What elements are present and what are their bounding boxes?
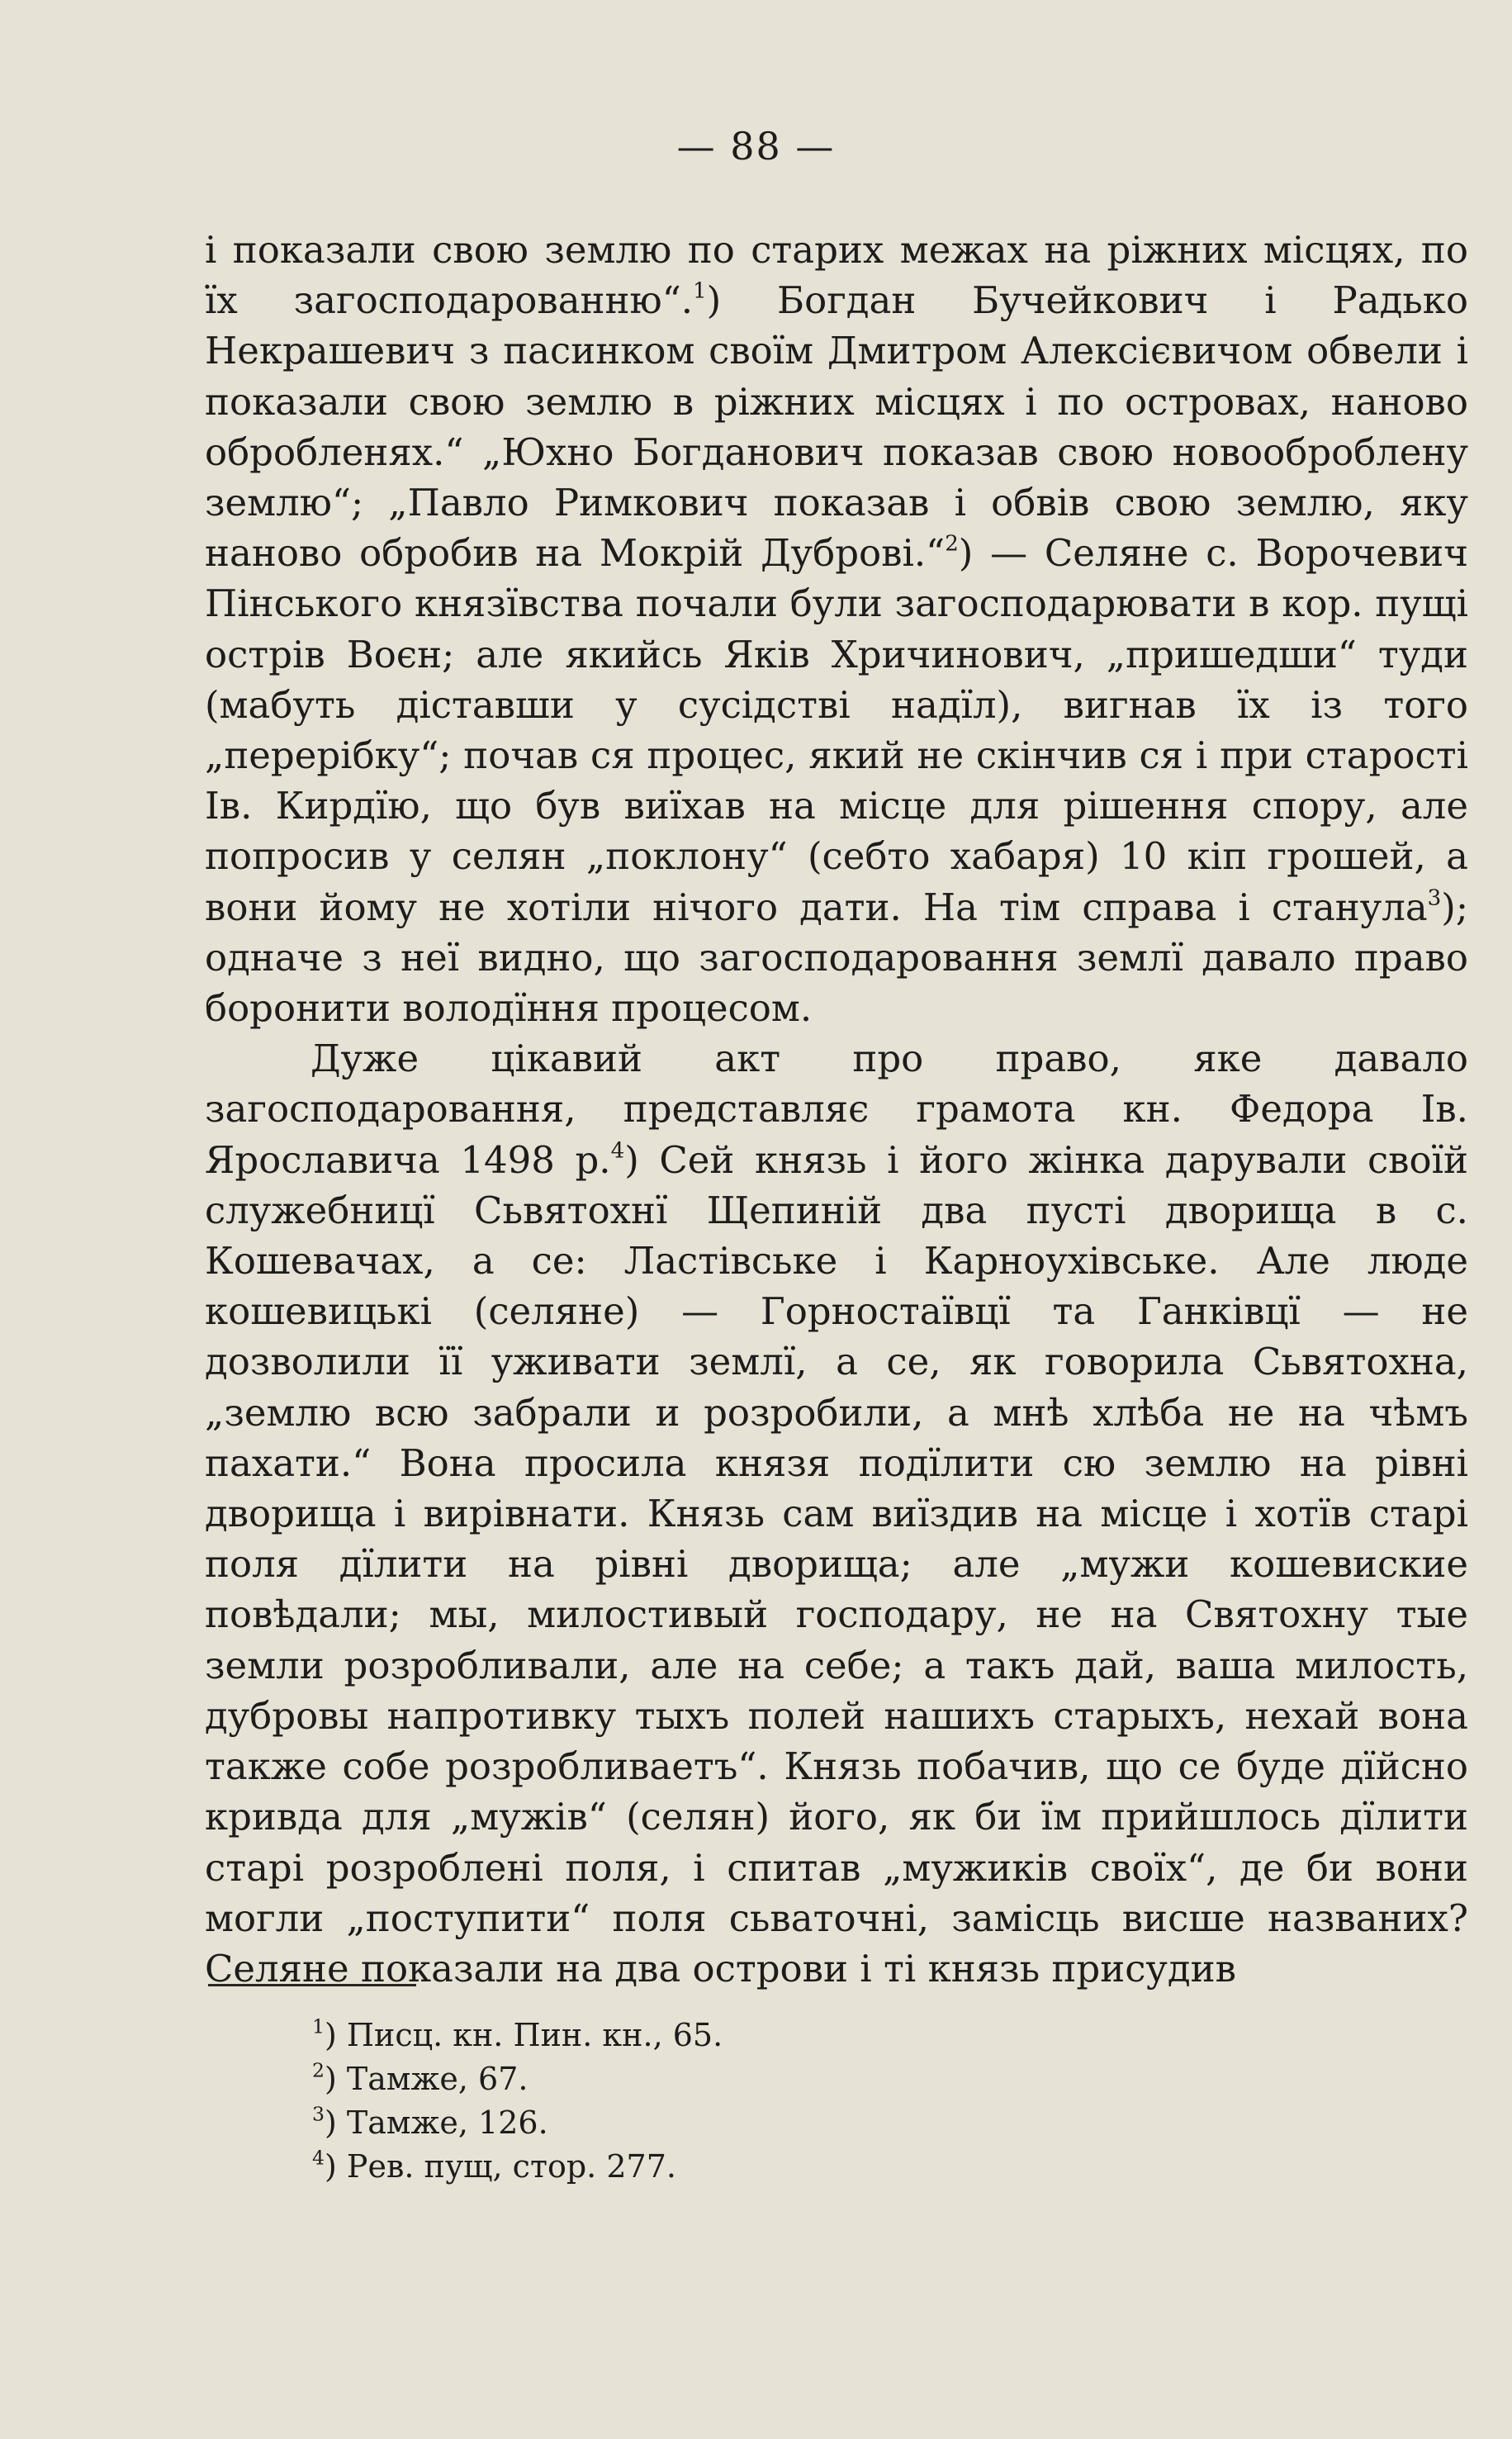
paragraph-1-text-4: ); одначе з неї видно, що загосподаровання землї давало право боронити володїння процесом.	[205, 885, 1468, 1031]
footnote-ref-1: 1	[693, 278, 707, 304]
paragraph-2-text-1: Дуже цікавий акт про право, яке давало загосподаровання, представляє грамота кн. Федора Ів. Ярославича 1498 р.	[205, 1037, 1468, 1182]
footnote-text: ) Рев. пущ, стор. 277.	[324, 2148, 676, 2185]
paragraph-2	[205, 1033, 1468, 1994]
footnote-1	[312, 2014, 1303, 2057]
paragraph-1	[205, 225, 1468, 1033]
footnotes	[312, 2014, 1303, 2189]
footnote-text: ) Тамже, 67.	[324, 2061, 528, 2097]
paragraph-2-text-2: ) Сей князь і його жінка дарували своїй служебницї Сьвятохнї Щепиній два пусті дворища в с. Кошевачах, а се: Ластівське і Карноухівське. Але люде кошевицькі (селяне) — Горностаївцї та Ганківцї — не дозволили її уживати землї, а се, як говорила Сьвятохна, „землю всю забрали и розробили, а мнѣ хлѣба не на чѣмъ пахати.“ Вона просила князя подїлити сю землю на рівні дворища і вирівнати. Князь сам виїздив на місце і хотїв старі поля дїлити на рівні дворища; але „мужи кошевиские повѣдали; мы, милостивый господару, не на Святохну тые земли розробливали, але на себе; а такъ дай, ваша милость, дубровы напротивку тыхъ полей нашихъ старыхъ, нехай вона также собе розробливаетъ“. Князь побачив, що се буде дїйсно кривда для „мужів“ (селян) його, як би їм прийшлось дїлити старі розроблені поля, і спитав „мужиків своїх“, де би вони могли „поступити“ поля сьваточні, замісць висше названих? Селяне показали на два острови і ті князь присудив	[205, 1137, 1468, 1991]
page-number: — 88 —	[676, 124, 836, 168]
footnote-mark: 3	[312, 2102, 325, 2126]
paragraph-1-text-1: і показали свою землю по старих межах на ріжних місцях, по їх загосподарованню“.	[205, 228, 1468, 323]
footnote-ref-2: 2	[945, 531, 959, 557]
footnote-ref-3: 3	[1427, 885, 1442, 911]
footnote-3	[312, 2101, 1303, 2145]
footnote-text: ) Писц. кн. Пин. кн., 65.	[324, 2017, 723, 2053]
footnote-4	[312, 2145, 1303, 2189]
paragraph-1-text-2: ) Богдан Бучейкович і Радько Некрашевич з пасинком своїм Дмитром Алексієвичом обвели і показали свою землю в ріжних місцях і по островах, наново обробленях.“ „Юхно Богданович показав свою новооброблену землю“; „Павло Римкович показав і обвів свою землю, яку наново обробив на Мокрій Дуброві.“	[205, 278, 1468, 576]
footnote-divider	[208, 1984, 416, 1986]
paragraph-1-text-3: ) — Селяне с. Ворочевич Пінського князївства почали були загосподарювати в кор. пущі острів Воєн; але якийсь Яків Хричинович, „пришедши“ туди (мабуть діставши у сусідстві надїл), вигнав їх із того „перерібку“; почав ся процес, який не скінчив ся і при старості Ів. Кирдїю, що був виїхав на місце для рішення спору, але попросив у селян „поклону“ (себто хабаря) 10 кіп грошей, а вони йому не хотіли нічого дати. На тім справа і станула	[205, 531, 1468, 929]
body-text	[205, 225, 1468, 1994]
footnote-2	[312, 2057, 1303, 2101]
footnote-mark: 1	[312, 2014, 325, 2038]
footnote-mark: 2	[312, 2058, 325, 2082]
footnote-ref-4: 4	[610, 1138, 625, 1164]
footnote-text: ) Тамже, 126.	[324, 2104, 548, 2141]
footnote-mark: 4	[312, 2146, 325, 2170]
